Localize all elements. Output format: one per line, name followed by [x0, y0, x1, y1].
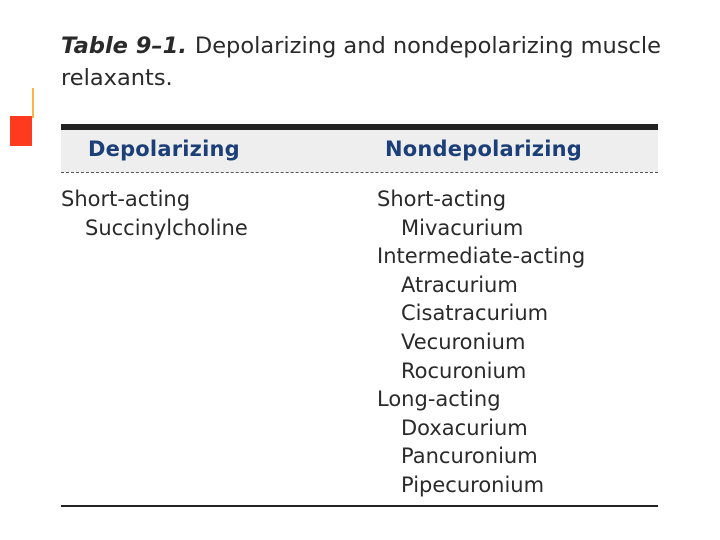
drug-item: Vecuronium: [401, 329, 526, 354]
depolarizing-column: [61, 185, 248, 242]
drug-item: Cisatracurium: [401, 301, 549, 326]
column-header-depolarizing: Depolarizing: [88, 137, 240, 161]
table-title: Depolarizing and nondepolarizing muscle relaxants.: [61, 33, 662, 91]
drug-item: Mivacurium: [401, 215, 524, 240]
table-caption: [61, 30, 661, 94]
slide-accent-line: [32, 88, 34, 118]
table-label: Table 9–1.: [61, 33, 187, 59]
slide-accent-block: [10, 116, 32, 146]
drug-item: Pancuronium: [401, 444, 538, 469]
drug-item: Doxacurium: [401, 415, 528, 440]
group-heading: Short-acting: [377, 187, 507, 211]
group-heading: Intermediate-acting: [377, 244, 586, 269]
drug-item: Pipecuronium: [401, 472, 545, 497]
table-header-divider: [61, 172, 658, 173]
drug-item: Rocuronium: [401, 358, 527, 383]
group-heading: Short-acting: [61, 187, 191, 211]
nondepolarizing-column: [377, 185, 585, 500]
drug-item: Atracurium: [401, 272, 518, 297]
column-header-nondepolarizing: Nondepolarizing: [385, 137, 583, 161]
drug-item: Succinylcholine: [85, 215, 248, 240]
table-bottom-rule: [61, 505, 658, 507]
group-heading: Long-acting: [377, 387, 501, 412]
